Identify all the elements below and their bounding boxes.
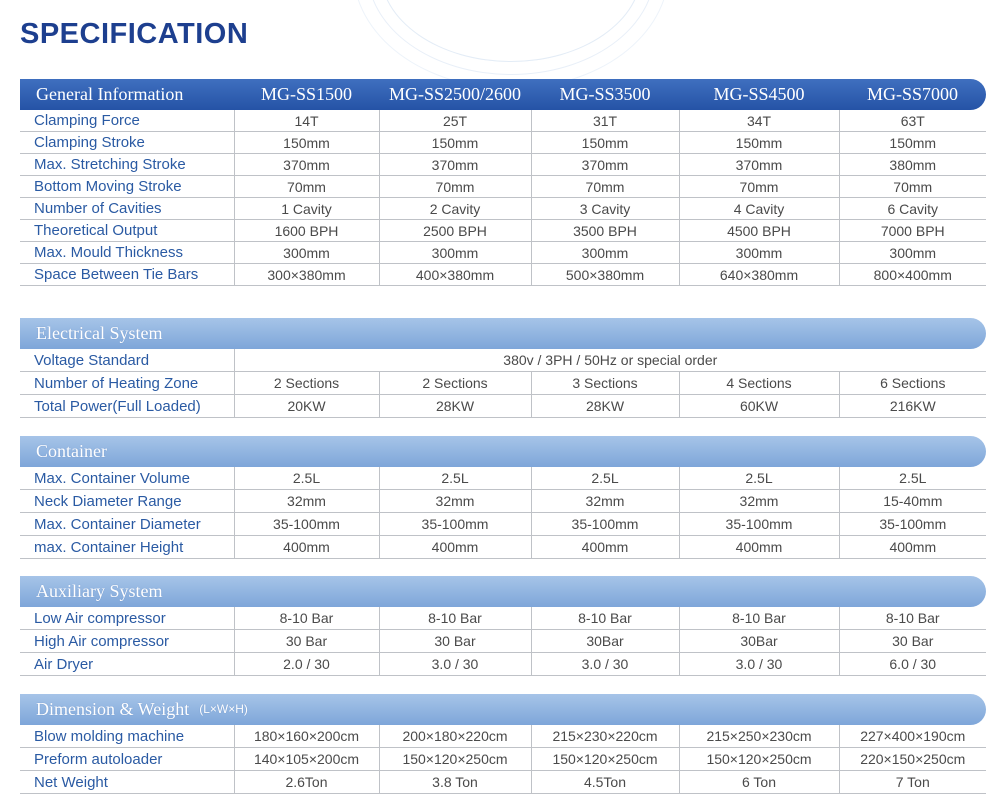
cell-value: 4 Cavity xyxy=(679,198,839,220)
cell-value: 4500 BPH xyxy=(679,220,839,242)
section-heading: Container xyxy=(20,436,986,467)
cell-value: 227×400×190cm xyxy=(839,725,986,748)
cell-value: 150×120×250cm xyxy=(531,748,679,771)
dimension-unit-hint: (L×W×H) xyxy=(199,702,248,716)
cell-value: 7 Ton xyxy=(839,771,986,794)
section-heading: General Information xyxy=(20,79,234,110)
cell-value: 70mm xyxy=(679,176,839,198)
section-heading: Auxiliary System xyxy=(20,576,986,607)
model-heading: MG-SS1500 xyxy=(234,79,379,110)
cell-value: 31T xyxy=(531,110,679,132)
cell-value: 6 Sections xyxy=(839,372,986,395)
cell-value: 2.5L xyxy=(679,467,839,490)
cell-value: 30Bar xyxy=(531,630,679,653)
table-row xyxy=(20,748,986,771)
cell-value: 800×400mm xyxy=(839,264,986,286)
cell-value: 2.5L xyxy=(234,467,379,490)
cell-value: 1 Cavity xyxy=(234,198,379,220)
cell-value: 3 Cavity xyxy=(531,198,679,220)
cell-value: 35-100mm xyxy=(679,513,839,536)
cell-value: 370mm xyxy=(679,154,839,176)
section-heading: Dimension & Weight xyxy=(36,699,190,719)
dimension-weight-section xyxy=(20,694,986,794)
container-header-row xyxy=(20,436,986,467)
cell-value: 8-10 Bar xyxy=(531,607,679,630)
cell-value: 2 Cavity xyxy=(379,198,531,220)
cell-value: 150×120×250cm xyxy=(379,748,531,771)
cell-value: 70mm xyxy=(839,176,986,198)
table-row xyxy=(20,536,986,559)
cell-value: 34T xyxy=(679,110,839,132)
row-label: Air Dryer xyxy=(20,653,234,676)
cell-value: 2.5L xyxy=(839,467,986,490)
table-row xyxy=(20,771,986,794)
table-row xyxy=(20,467,986,490)
model-heading: MG-SS7000 xyxy=(839,79,986,110)
cell-value: 1600 BPH xyxy=(234,220,379,242)
cell-value: 28KW xyxy=(531,395,679,418)
container-section xyxy=(20,436,986,559)
model-heading: MG-SS4500 xyxy=(679,79,839,110)
table-row xyxy=(20,395,986,418)
cell-value: 8-10 Bar xyxy=(679,607,839,630)
cell-value: 150mm xyxy=(679,132,839,154)
cell-value: 300mm xyxy=(679,242,839,264)
cell-value: 370mm xyxy=(234,154,379,176)
cell-value: 200×180×220cm xyxy=(379,725,531,748)
cell-value: 3 Sections xyxy=(531,372,679,395)
cell-value: 6 Cavity xyxy=(839,198,986,220)
container-table xyxy=(20,436,986,559)
auxiliary-system-table xyxy=(20,576,986,676)
cell-value: 400mm xyxy=(679,536,839,559)
table-row xyxy=(20,110,986,132)
row-label: Bottom Moving Stroke xyxy=(20,176,234,198)
cell-value: 35-100mm xyxy=(531,513,679,536)
cell-value: 30 Bar xyxy=(839,630,986,653)
cell-value: 300mm xyxy=(234,242,379,264)
model-heading: MG-SS3500 xyxy=(531,79,679,110)
cell-value: 2 Sections xyxy=(234,372,379,395)
row-label: Low Air compressor xyxy=(20,607,234,630)
page-title: SPECIFICATION xyxy=(20,18,249,50)
row-label: Number of Heating Zone xyxy=(20,372,234,395)
cell-value: 6.0 / 30 xyxy=(839,653,986,676)
cell-value: 63T xyxy=(839,110,986,132)
dimension-weight-table xyxy=(20,694,986,794)
cell-value: 220×150×250cm xyxy=(839,748,986,771)
cell-value: 400mm xyxy=(839,536,986,559)
table-row xyxy=(20,513,986,536)
cell-value: 150mm xyxy=(234,132,379,154)
decorative-rings xyxy=(380,0,642,62)
cell-value: 15-40mm xyxy=(839,490,986,513)
voltage-value: 380v / 3PH / 50Hz or special order xyxy=(234,349,986,372)
cell-value: 380mm xyxy=(839,154,986,176)
cell-value: 32mm xyxy=(531,490,679,513)
cell-value: 30Bar xyxy=(679,630,839,653)
cell-value: 2500 BPH xyxy=(379,220,531,242)
cell-value: 2.6Ton xyxy=(234,771,379,794)
table-row xyxy=(20,132,986,154)
cell-value: 215×250×230cm xyxy=(679,725,839,748)
cell-value: 32mm xyxy=(234,490,379,513)
cell-value: 30 Bar xyxy=(234,630,379,653)
cell-value: 370mm xyxy=(379,154,531,176)
cell-value: 4 Sections xyxy=(679,372,839,395)
cell-value: 35-100mm xyxy=(839,513,986,536)
cell-value: 25T xyxy=(379,110,531,132)
cell-value: 28KW xyxy=(379,395,531,418)
cell-value: 35-100mm xyxy=(379,513,531,536)
electrical-system-header-row xyxy=(20,318,986,349)
row-label: Voltage Standard xyxy=(20,349,234,372)
table-row xyxy=(20,349,986,372)
cell-value: 70mm xyxy=(234,176,379,198)
general-information-table xyxy=(20,79,986,286)
cell-value: 30 Bar xyxy=(379,630,531,653)
row-label: Max. Mould Thickness xyxy=(20,242,234,264)
general-information-header-row xyxy=(20,79,986,110)
cell-value: 370mm xyxy=(531,154,679,176)
row-label: Space Between Tie Bars xyxy=(20,264,234,286)
electrical-system-table xyxy=(20,318,986,418)
cell-value: 6 Ton xyxy=(679,771,839,794)
cell-value: 640×380mm xyxy=(679,264,839,286)
cell-value: 3.0 / 30 xyxy=(679,653,839,676)
cell-value: 400mm xyxy=(379,536,531,559)
row-label: High Air compressor xyxy=(20,630,234,653)
cell-value: 35-100mm xyxy=(234,513,379,536)
cell-value: 8-10 Bar xyxy=(234,607,379,630)
section-heading-cell xyxy=(20,694,986,725)
section-heading: Electrical System xyxy=(20,318,986,349)
cell-value: 150×120×250cm xyxy=(679,748,839,771)
cell-value: 150mm xyxy=(839,132,986,154)
cell-value: 3500 BPH xyxy=(531,220,679,242)
table-row xyxy=(20,154,986,176)
cell-value: 3.8 Ton xyxy=(379,771,531,794)
row-label: Max. Container Volume xyxy=(20,467,234,490)
cell-value: 8-10 Bar xyxy=(839,607,986,630)
cell-value: 14T xyxy=(234,110,379,132)
cell-value: 400mm xyxy=(234,536,379,559)
table-row xyxy=(20,653,986,676)
table-row xyxy=(20,607,986,630)
row-label: max. Container Height xyxy=(20,536,234,559)
row-label: Max. Stretching Stroke xyxy=(20,154,234,176)
table-row xyxy=(20,490,986,513)
cell-value: 20KW xyxy=(234,395,379,418)
cell-value: 3.0 / 30 xyxy=(531,653,679,676)
auxiliary-system-header-row xyxy=(20,576,986,607)
row-label: Number of Cavities xyxy=(20,198,234,220)
table-row xyxy=(20,198,986,220)
cell-value: 300mm xyxy=(839,242,986,264)
row-label: Theoretical Output xyxy=(20,220,234,242)
cell-value: 400×380mm xyxy=(379,264,531,286)
general-information-section xyxy=(20,79,986,286)
cell-value: 32mm xyxy=(379,490,531,513)
table-row xyxy=(20,176,986,198)
cell-value: 216KW xyxy=(839,395,986,418)
model-heading: MG-SS2500/2600 xyxy=(379,79,531,110)
cell-value: 8-10 Bar xyxy=(379,607,531,630)
table-row xyxy=(20,220,986,242)
cell-value: 7000 BPH xyxy=(839,220,986,242)
cell-value: 215×230×220cm xyxy=(531,725,679,748)
row-label: Blow molding machine xyxy=(20,725,234,748)
row-label: Clamping Force xyxy=(20,110,234,132)
row-label: Max. Container Diameter xyxy=(20,513,234,536)
cell-value: 60KW xyxy=(679,395,839,418)
cell-value: 150mm xyxy=(531,132,679,154)
table-row xyxy=(20,242,986,264)
row-label: Total Power(Full Loaded) xyxy=(20,395,234,418)
cell-value: 2.0 / 30 xyxy=(234,653,379,676)
cell-value: 2.5L xyxy=(379,467,531,490)
cell-value: 300×380mm xyxy=(234,264,379,286)
cell-value: 2.5L xyxy=(531,467,679,490)
table-row xyxy=(20,264,986,286)
cell-value: 70mm xyxy=(379,176,531,198)
cell-value: 32mm xyxy=(679,490,839,513)
table-row xyxy=(20,372,986,395)
row-label: Neck Diameter Range xyxy=(20,490,234,513)
auxiliary-system-section xyxy=(20,576,986,676)
cell-value: 4.5Ton xyxy=(531,771,679,794)
electrical-system-section xyxy=(20,318,986,418)
cell-value: 150mm xyxy=(379,132,531,154)
cell-value: 300mm xyxy=(531,242,679,264)
row-label: Net Weight xyxy=(20,771,234,794)
row-label: Clamping Stroke xyxy=(20,132,234,154)
cell-value: 140×105×200cm xyxy=(234,748,379,771)
cell-value: 2 Sections xyxy=(379,372,531,395)
cell-value: 180×160×200cm xyxy=(234,725,379,748)
cell-value: 3.0 / 30 xyxy=(379,653,531,676)
table-row xyxy=(20,725,986,748)
cell-value: 70mm xyxy=(531,176,679,198)
cell-value: 300mm xyxy=(379,242,531,264)
cell-value: 500×380mm xyxy=(531,264,679,286)
dimension-weight-header-row xyxy=(20,694,986,725)
cell-value: 400mm xyxy=(531,536,679,559)
table-row xyxy=(20,630,986,653)
row-label: Preform autoloader xyxy=(20,748,234,771)
